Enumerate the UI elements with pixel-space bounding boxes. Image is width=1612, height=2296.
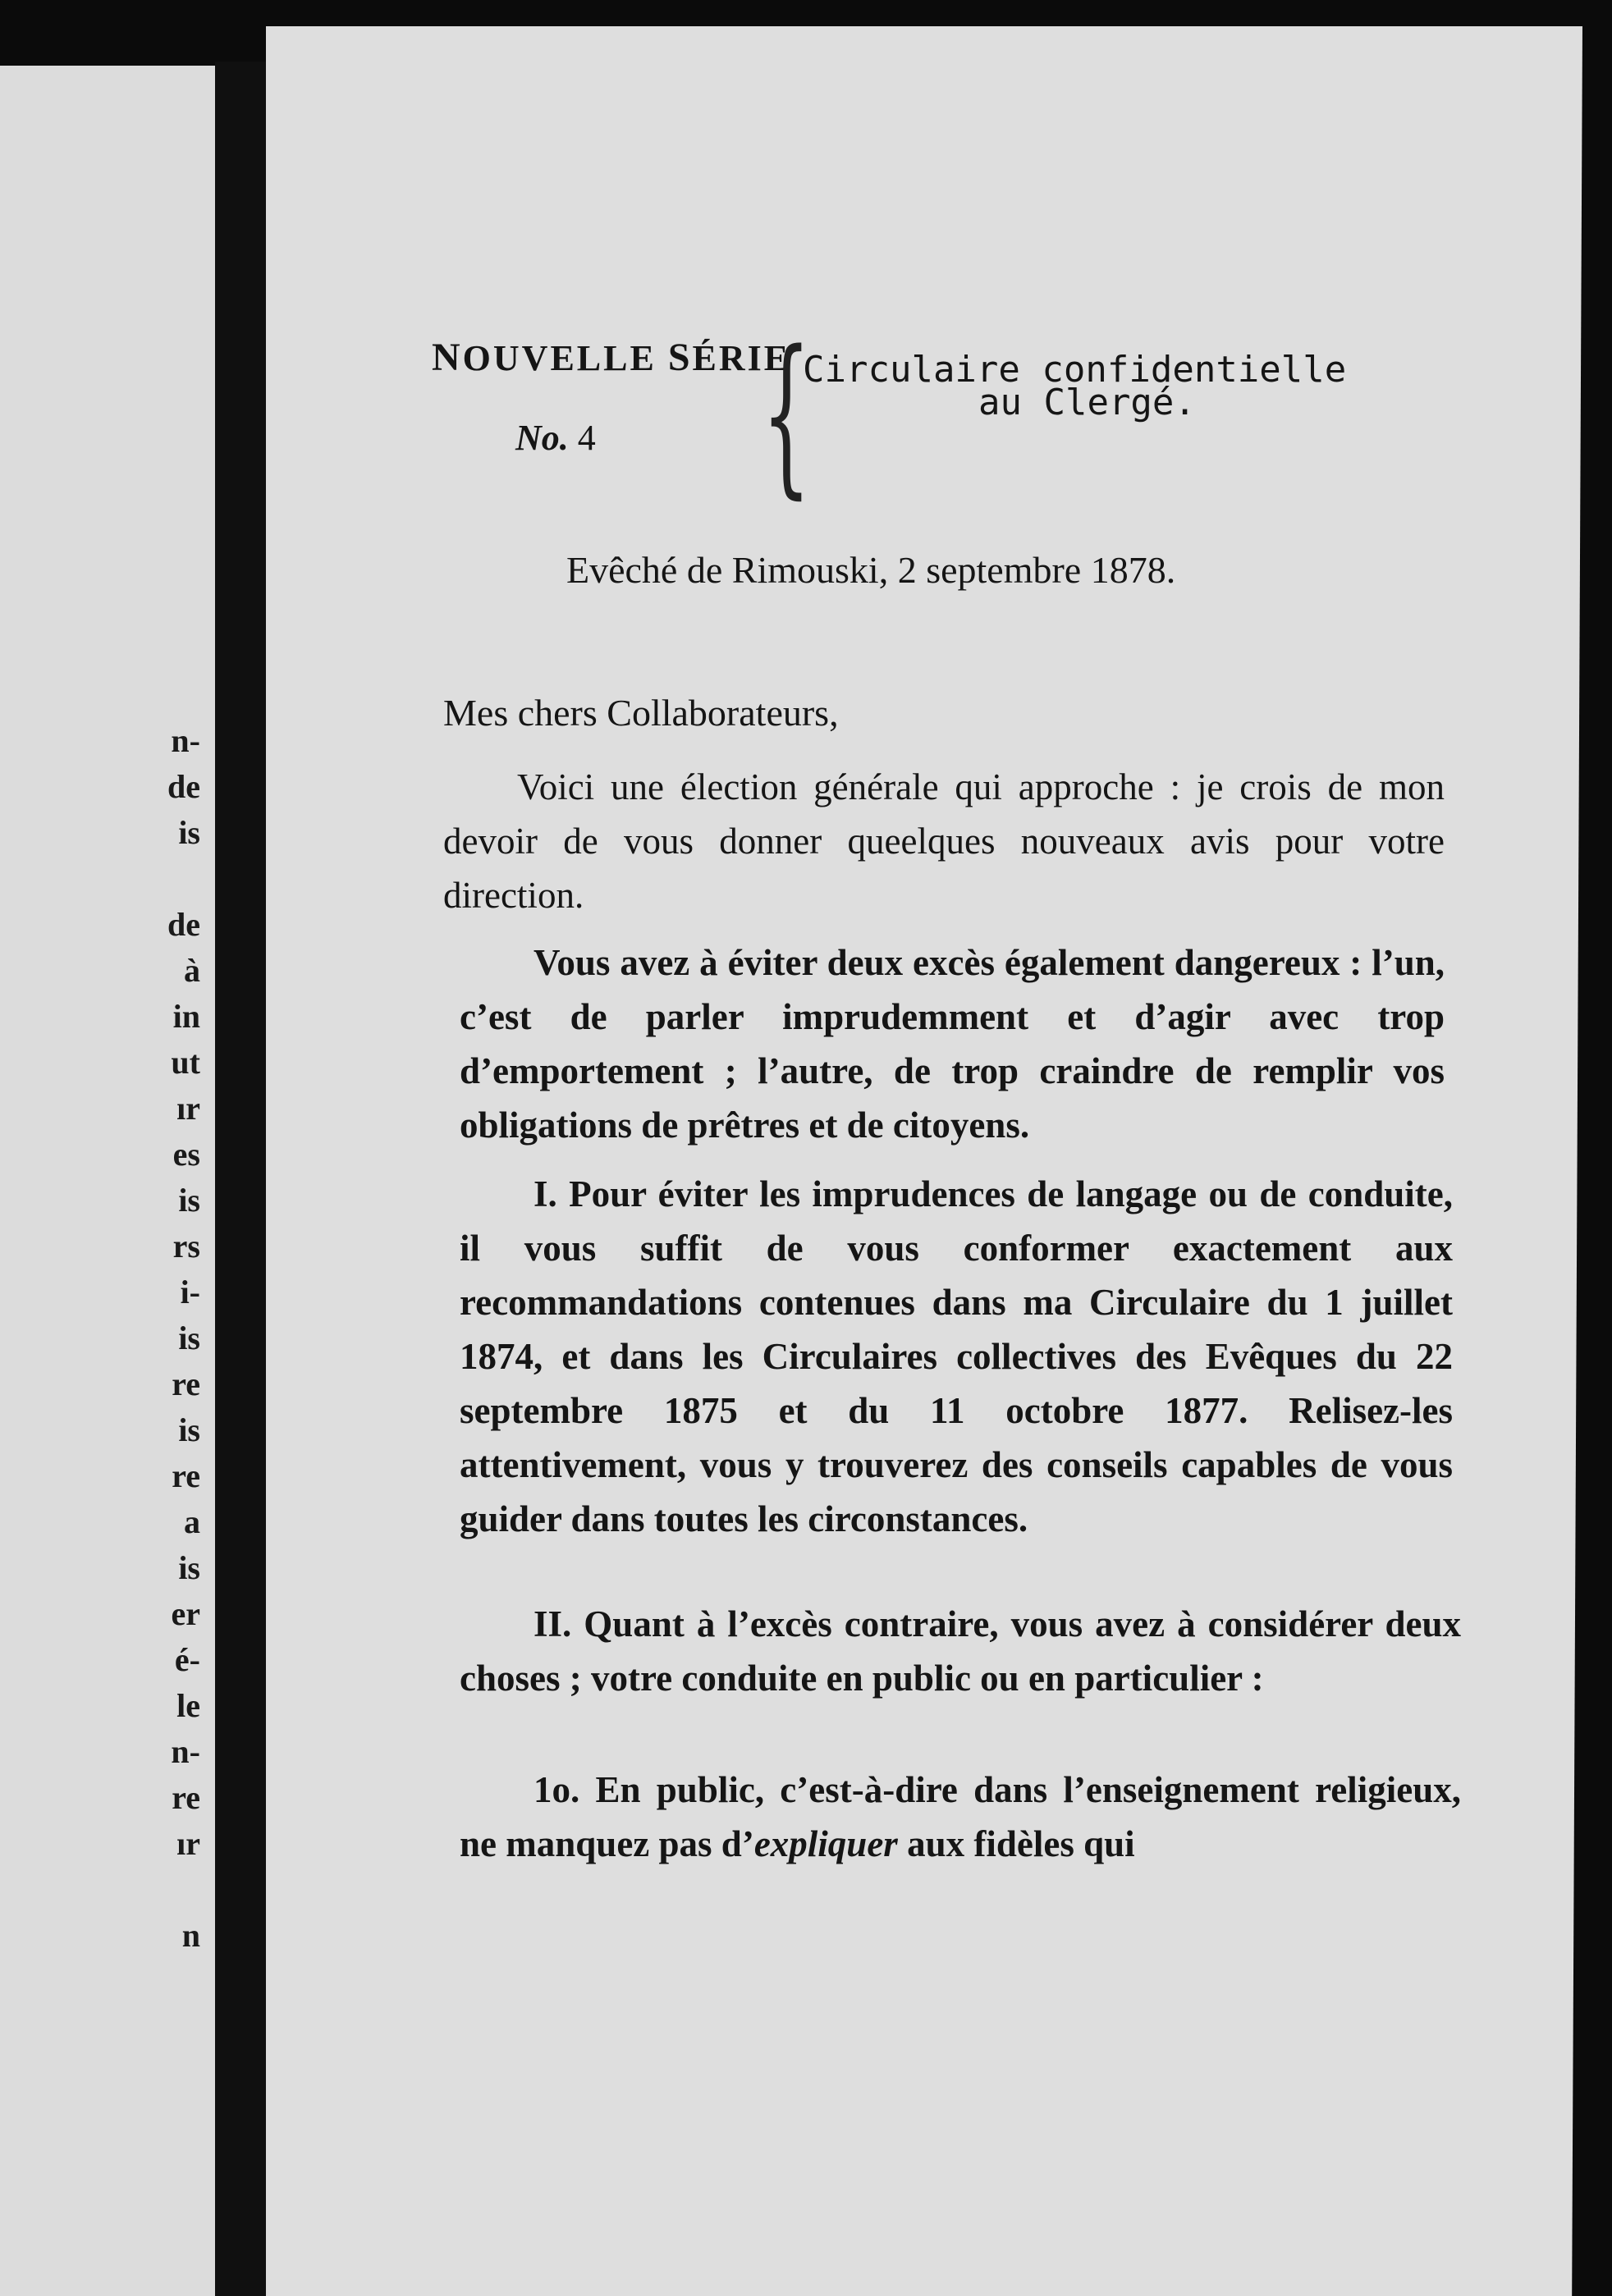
left-page-fragment: le (176, 1687, 200, 1724)
number-label: No. (515, 418, 569, 458)
left-page-fragment: re (172, 1779, 200, 1816)
left-page-fragment: a (184, 1503, 200, 1540)
left-page-fragment: i- (180, 1274, 200, 1310)
salutation: Mes chers Collaborateurs, (443, 692, 839, 734)
left-page-fragment: à (184, 952, 200, 989)
series-rest-1: OUVELLE (462, 338, 668, 378)
series-number (515, 417, 596, 459)
left-page-fragment (167, 1867, 200, 1913)
circular-title-line1: Circulaire confidentielle (803, 349, 1347, 391)
paragraph-2: Vous avez à éviter deux excès également dangereux : l’un, c’est de parler imprudemment et d’agir avec trop d’emportement ; l’autre, de trop craindre de remplir vos obligations de prêtres et de citoyens. (460, 942, 1445, 1146)
left-page-fragment: is (178, 814, 200, 851)
left-page-fragment: ır (176, 1825, 200, 1862)
book-binding-gutter (215, 62, 266, 2296)
paragraph-3: I. Pour éviter les imprudences de langage ou de conduite, il vous suffit de vous conformer exactement aux recommandations contenues dans ma Circulaire du 1 juillet 1874, et dans les Circulaires collectives des Evêques du 22 septembre 1875 et du 11 octobre 1877. Relisez-les attentivement, vous y trouverez des conseils capables de vous guider dans toutes les circonstances. (460, 1173, 1453, 1539)
left-page-fragment: de (167, 768, 200, 805)
left-page-fragment: n- (171, 722, 200, 759)
paragraph-5 (460, 1763, 1461, 1871)
paragraph-5-emphasis: expliquer (753, 1823, 898, 1864)
left-page-fragment: in (172, 998, 200, 1035)
series-cap-n: N (432, 336, 463, 379)
left-page-fragment: is (178, 1411, 200, 1448)
left-page-fragment: é- (174, 1641, 200, 1678)
series-rest-2: ÉRIE (692, 338, 791, 378)
series-cap-s: S (667, 336, 693, 379)
paragraph-4: II. Quant à l’excès contraire, vous avez à considérer deux choses ; votre conduite en public ou en particulier : (460, 1603, 1461, 1699)
left-page-fragment: es (172, 1136, 200, 1173)
left-page-fragment: n (181, 1917, 200, 1954)
dateline: Evêché de Rimouski, 2 septembre 1878. (566, 549, 1176, 591)
paragraph-5-start: 1o. En public, c’est-à-dire dans l’enseignement religieux, ne manquez pas d’ (460, 1769, 1461, 1864)
left-page-fragment: ır (176, 1090, 200, 1127)
left-page-fragment: de (167, 906, 200, 943)
series-label (432, 335, 790, 380)
left-page-fragment: is (178, 1320, 200, 1356)
paragraph-1: Voici une élection générale qui approche : je crois de mon devoir de vous donner queelques nouveaux avis pour votre direction. (443, 766, 1445, 916)
left-facing-page (0, 66, 215, 2296)
left-page-fragment: re (172, 1365, 200, 1402)
left-page-fragment: er (171, 1595, 200, 1632)
left-page-fragment: is (178, 1182, 200, 1219)
circular-title-line2: au Clergé. (978, 382, 1196, 423)
left-page-fragment: rs (172, 1228, 200, 1265)
number-value: 4 (577, 418, 596, 458)
left-page-fragment (167, 856, 200, 902)
paragraph-5-end: aux fidèles qui (897, 1823, 1135, 1864)
left-page-fragment: ut (171, 1044, 200, 1081)
left-page-fragment: n- (171, 1733, 200, 1770)
left-page-fragment: re (172, 1457, 200, 1494)
left-page-fragment: is (178, 1549, 200, 1586)
left-page-text-fragments (167, 718, 200, 1959)
header-brace: { (762, 313, 812, 515)
